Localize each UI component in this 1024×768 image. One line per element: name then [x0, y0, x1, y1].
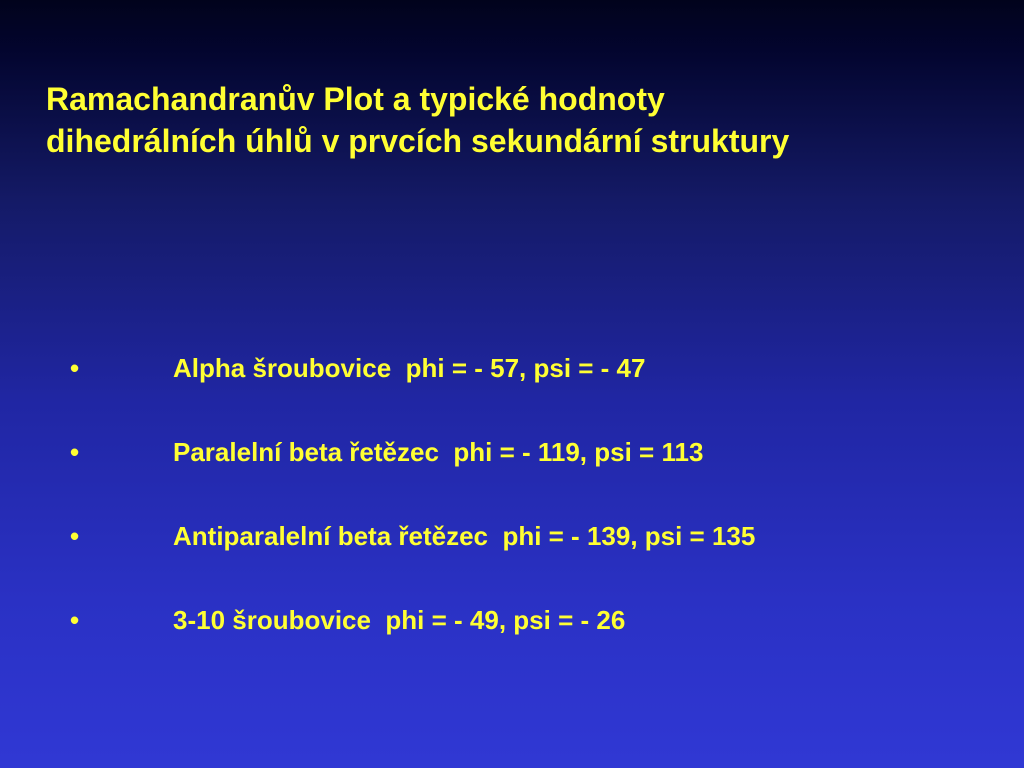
bullet-list	[0, 348, 1024, 684]
bullet-icon: •	[70, 353, 80, 383]
list-item-text: Alpha šroubovice phi = - 57, psi = - 47	[173, 353, 646, 383]
bullet-icon: •	[70, 437, 80, 467]
bullet-icon: •	[70, 605, 80, 635]
list-item	[0, 348, 1024, 432]
bullet-icon: •	[70, 521, 80, 551]
slide-title	[46, 78, 1006, 162]
list-item	[0, 600, 1024, 684]
slide-title-line-1: Ramachandranův Plot a typické hodnoty	[46, 81, 665, 117]
list-item-text: Antiparalelní beta řetězec phi = - 139, psi = 135	[173, 521, 756, 551]
list-item-text: 3-10 šroubovice phi = - 49, psi = - 26	[173, 605, 626, 635]
list-item	[0, 432, 1024, 516]
list-item	[0, 516, 1024, 600]
list-item-text: Paralelní beta řetězec phi = - 119, psi = 113	[173, 437, 704, 467]
slide-title-line-2: dihedrálních úhlů v prvcích sekundární struktury	[46, 123, 790, 159]
